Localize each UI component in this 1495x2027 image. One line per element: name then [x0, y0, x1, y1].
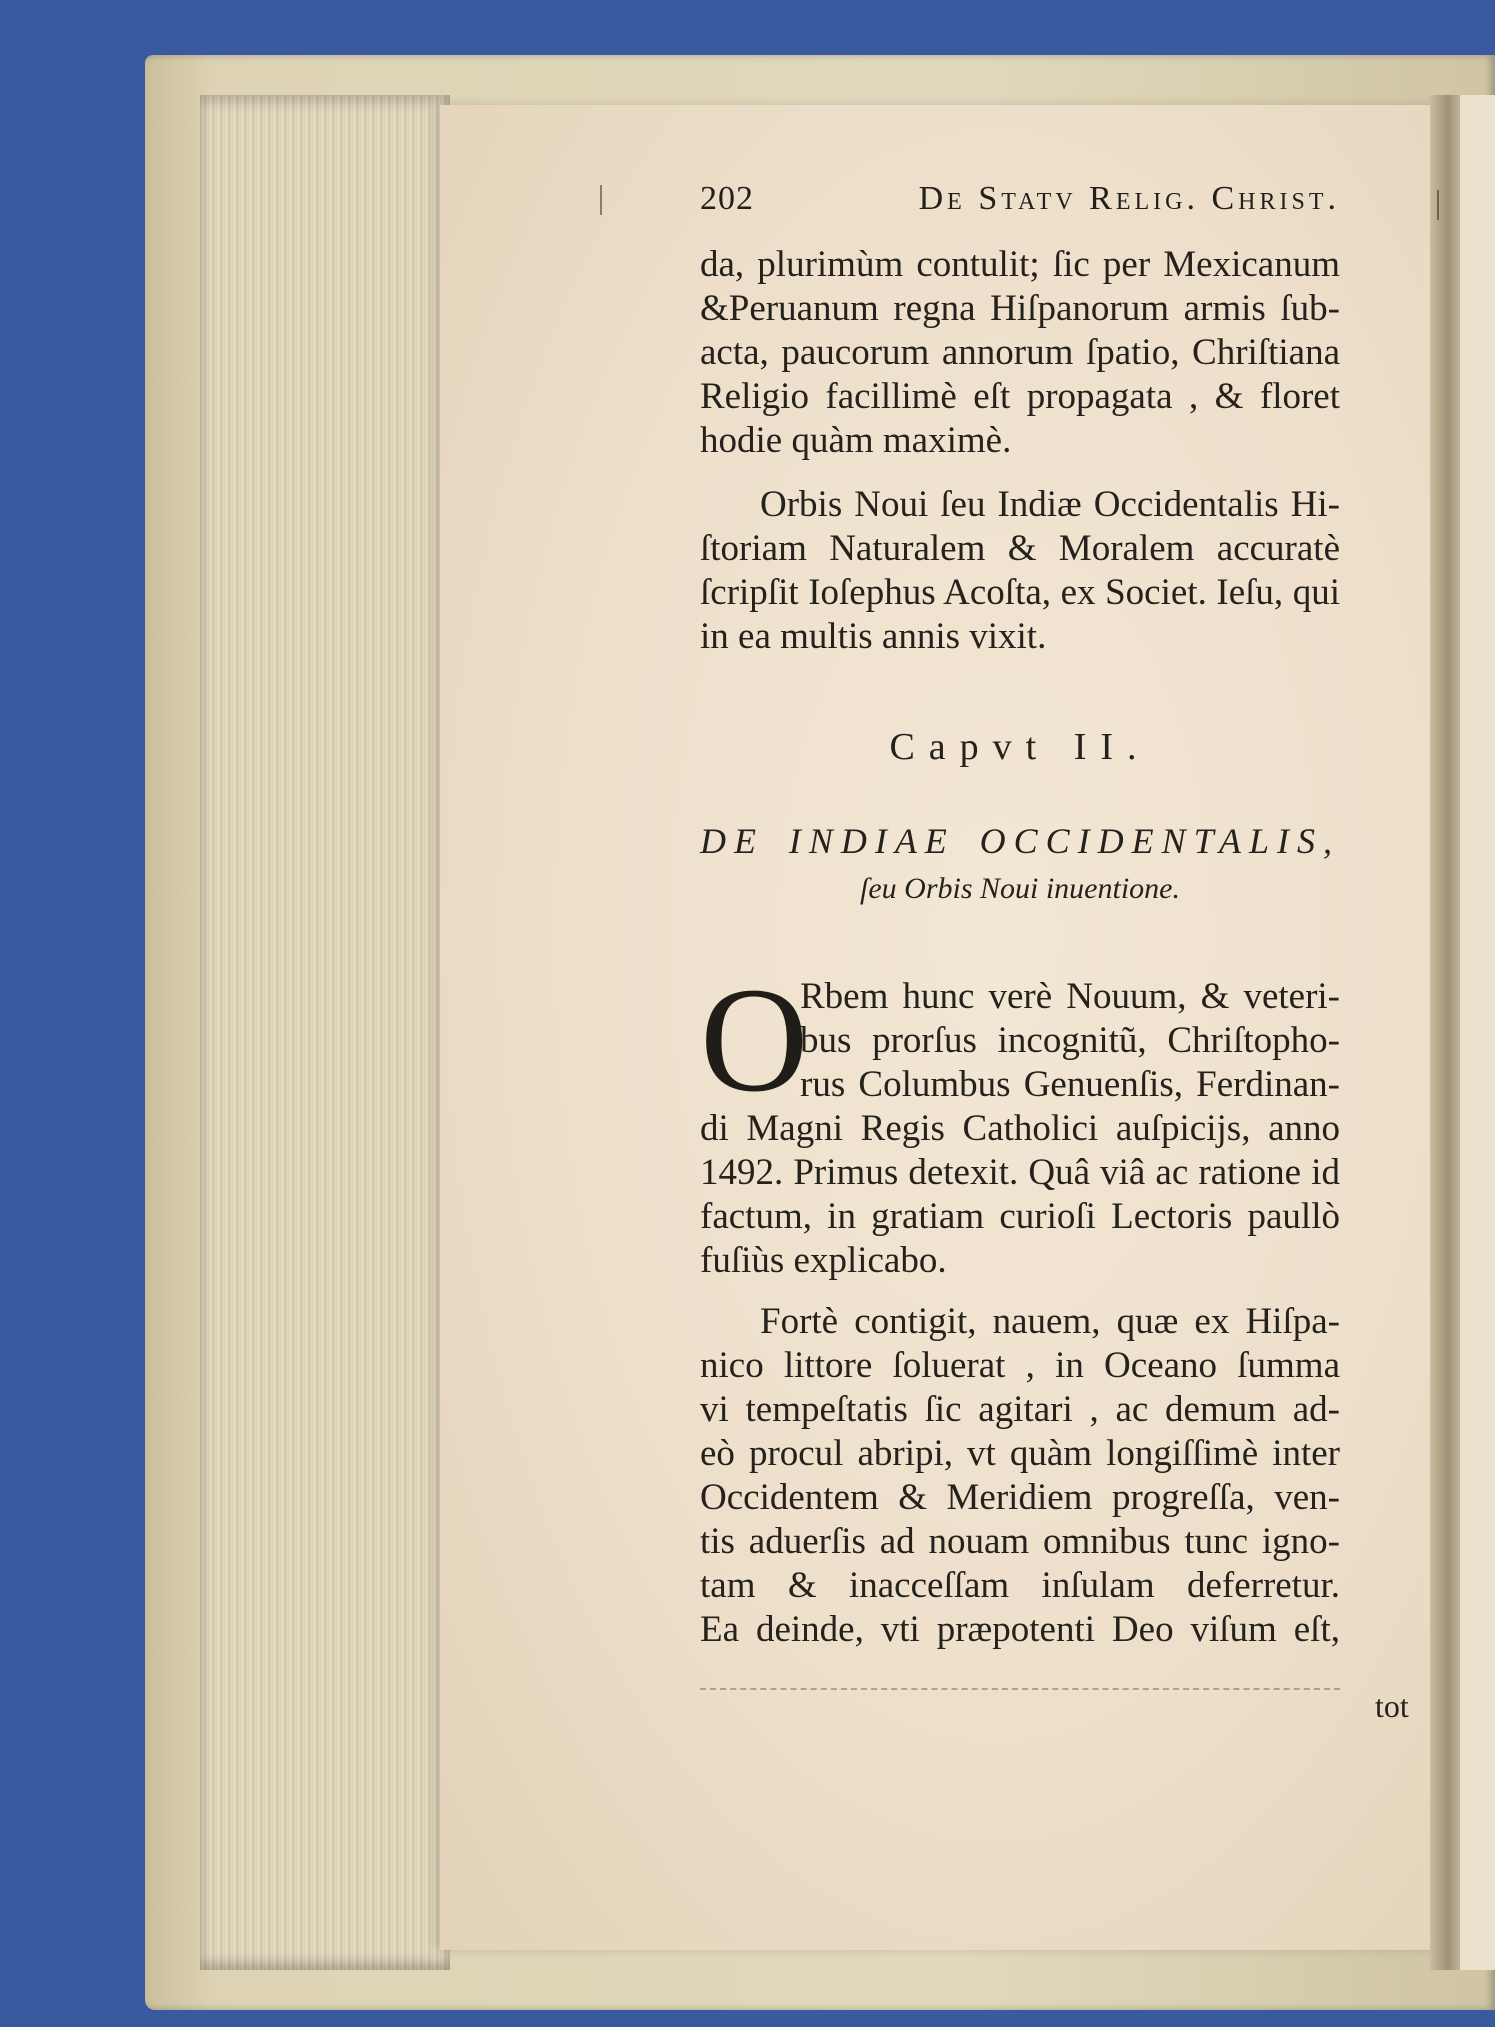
page-mark: [1437, 190, 1439, 220]
text-line: fuſiùs explicabo.: [700, 1240, 947, 1281]
text-line: hodie quàm maximè.: [700, 420, 1012, 461]
chapter-subtitle: ſeu Orbis Noui inuentione.: [860, 872, 1180, 905]
drop-initial: O: [700, 957, 809, 1123]
running-title: De Statv Relig. Christ.: [918, 180, 1340, 217]
page-edges: [200, 95, 450, 1970]
text-line: tis aduerſis ad nouam omnibus tunc igno-: [700, 1521, 1340, 1562]
text-line: rus Columbus Genuenſis, Ferdinan-: [800, 1064, 1340, 1105]
text-line: factum, in gratiam curioſi Lectoris paullò: [700, 1196, 1340, 1237]
page-number: 202: [700, 180, 754, 217]
text-line: ſcripſit Ioſephus Acoſta, ex Societ. Ieſu, qui: [700, 572, 1340, 613]
running-head: [700, 180, 1340, 218]
text-line: &Peruanum regna Hiſpanorum armis ſub-: [700, 288, 1340, 329]
page-mark: [600, 185, 602, 215]
chapter-heading: Capvt II.: [889, 726, 1151, 768]
text-line: Fortè contigit, nauem, quæ ex Hiſpa-: [760, 1301, 1340, 1342]
chapter-title-word: INDIAE: [788, 821, 955, 861]
text-line: Occidentem & Meridiem progreſſa, ven-: [700, 1477, 1340, 1518]
text-line: Religio facillimè eſt propagata , & floret: [700, 376, 1340, 417]
text-line: Rbem hunc verè Nouum, & veteri-: [800, 976, 1340, 1017]
text-line: da, plurimùm contulit; ſic per Mexicanum: [700, 244, 1340, 285]
text-line: nico littore ſoluerat , in Oceano ſumma: [700, 1345, 1340, 1386]
facing-page-edge: [1460, 95, 1495, 1970]
text-line: di Magni Regis Catholici auſpicijs, anno: [700, 1108, 1340, 1149]
chapter-title-word: OCCIDENTALIS,: [979, 821, 1340, 861]
text-line: tam & inacceſſam inſulam deferretur.: [700, 1565, 1340, 1606]
text-line: 1492. Primus detexit. Quâ viâ ac ratione id: [700, 1152, 1340, 1193]
catchword: tot: [1375, 1688, 1409, 1724]
chapter-title: [700, 820, 1340, 862]
text-line: ſtoriam Naturalem & Moralem accuratè: [700, 528, 1340, 569]
text-line: acta, paucorum annorum ſpatio, Chriſtiana: [700, 332, 1340, 373]
text-line: bus prorſus incognitũ, Chriſtopho-: [800, 1020, 1340, 1061]
footer-rule: [700, 1688, 1340, 1690]
text-line: Orbis Noui ſeu Indiæ Occidentalis Hi-: [760, 484, 1340, 525]
chapter-title-word: DE: [700, 821, 764, 861]
text-line: vi tempeſtatis ſic agitari , ac demum ad-: [700, 1389, 1340, 1430]
text-line: eò procul abripi, vt quàm longiſſimè inter: [700, 1433, 1340, 1474]
text-line: in ea multis annis vixit.: [700, 616, 1047, 657]
text-line: Ea deinde, vti præpotenti Deo viſum eſt,: [700, 1609, 1340, 1650]
